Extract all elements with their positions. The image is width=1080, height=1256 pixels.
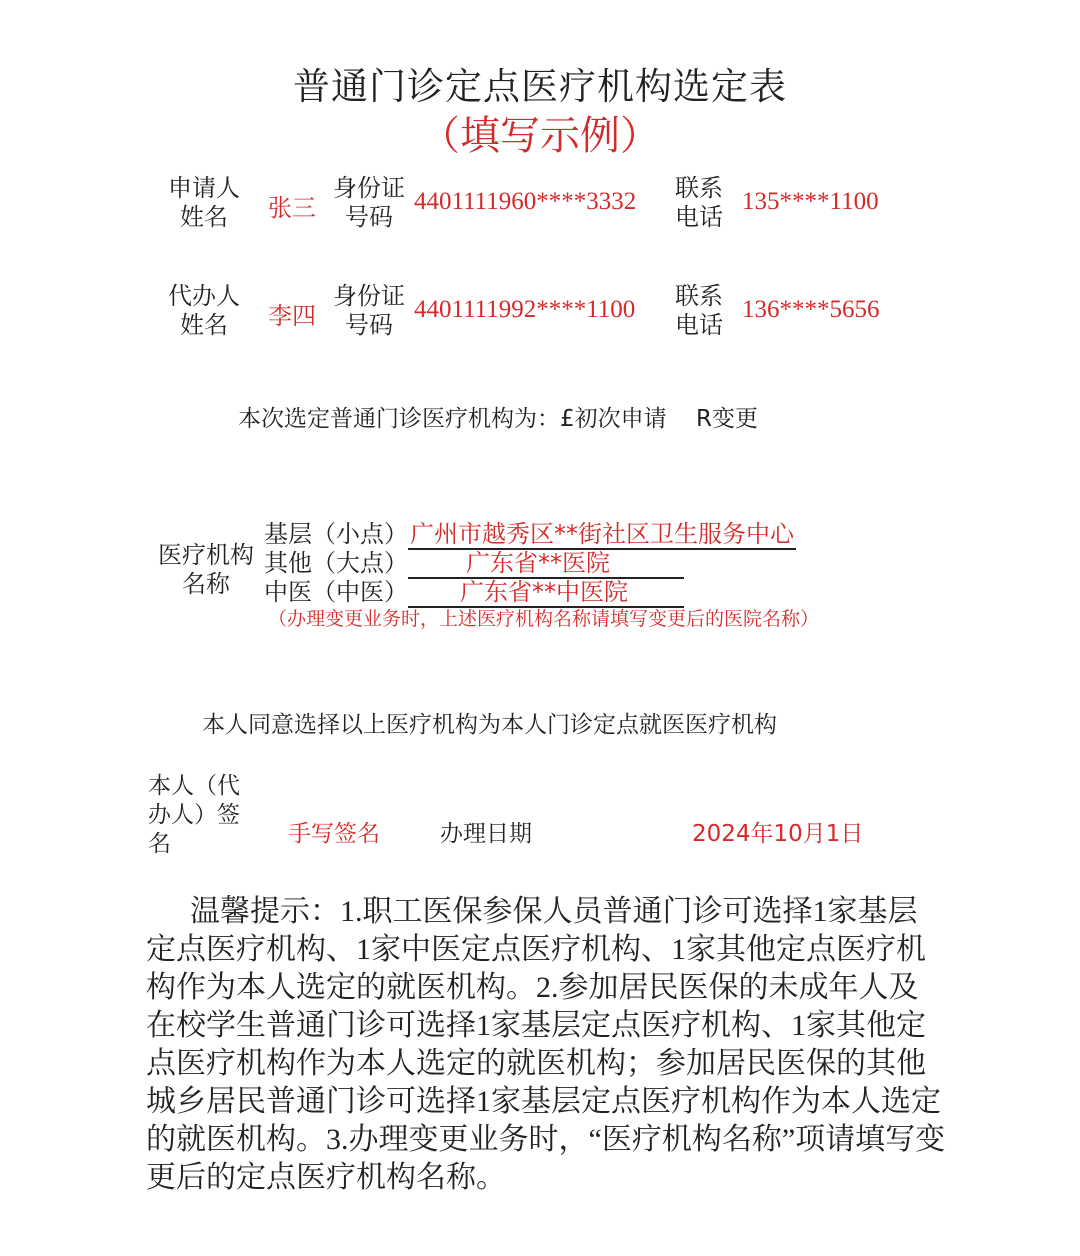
institution-type-other: 其他（大点）: [264, 549, 408, 577]
applicant-phone: 135****1100: [742, 188, 879, 215]
selection-line: [238, 400, 758, 433]
agent-phone-label: 联系电话: [675, 282, 723, 339]
agent-id: 4401111992****1100: [414, 296, 636, 323]
institution-value-other: 广东省**医院: [408, 550, 684, 579]
applicant-name-label: 申请人姓名: [168, 174, 240, 231]
form-subtitle: （填写示例）: [420, 113, 660, 159]
signature-value: 手写签名: [288, 821, 380, 847]
agent-name-label: 代办人姓名: [168, 282, 240, 339]
institution-type-basic: 基层（小点）: [264, 520, 408, 548]
agent-phone: 136****5656: [742, 296, 880, 323]
institution-row-tcm: [264, 572, 684, 608]
option-change-label: 变更: [711, 406, 758, 432]
applicant-name: 张三: [268, 194, 316, 222]
applicant-id: 4401111960****3332: [414, 188, 637, 215]
applicant-phone-label: 联系电话: [675, 174, 723, 231]
option-first-label: 初次申请: [574, 406, 667, 432]
consent-statement: 本人同意选择以上医疗机构为本人门诊定点就医医疗机构: [202, 712, 777, 738]
institution-value-tcm: 广东省**中医院: [408, 579, 684, 608]
selection-prompt: 本次选定普通门诊医疗机构为：: [238, 406, 560, 432]
signature-label: 本人（代办人）签名: [148, 773, 240, 857]
institution-value-basic: 广州市越秀区**街社区卫生服务中心: [410, 520, 794, 548]
institution-label: 医疗机构名称: [158, 541, 254, 598]
tips-paragraph: [146, 893, 946, 1197]
date-value: 2024年10月1日: [692, 821, 864, 847]
applicant-id-label: 身份证号码: [333, 174, 405, 231]
institution-note: （办理变更业务时，上述医疗机构名称请填写变更后的医院名称）: [268, 608, 820, 630]
institution-type-tcm: 中医（中医）: [264, 578, 408, 606]
checkbox-unchecked-first[interactable]: £: [560, 406, 575, 432]
tips-text: 温馨提示：1.职工医保参保人员普通门诊可选择1家基层定点医疗机构、1家中医定点医疗机构、1家其他定点医疗机构作为本人选定的就医机构。2.参加居民医保的未成年人及在校学生普通门诊可选择1家基层定点医疗机构、1家其他定点医疗机构作为本人选定的就医机构；参加居民医保的其他城乡居民普通门诊可选择1家基层定点医疗机构作为本人选定的就医机构。3.办理变更业务时，“医疗机构名称”项请填写变更后的定点医疗机构名称。: [146, 895, 946, 1194]
form-title: 普通门诊定点医疗机构选定表: [293, 65, 787, 108]
agent-id-label: 身份证号码: [333, 282, 405, 339]
checkbox-checked-change[interactable]: R: [695, 406, 712, 432]
agent-name: 李四: [268, 302, 316, 330]
date-label: 办理日期: [440, 821, 532, 847]
